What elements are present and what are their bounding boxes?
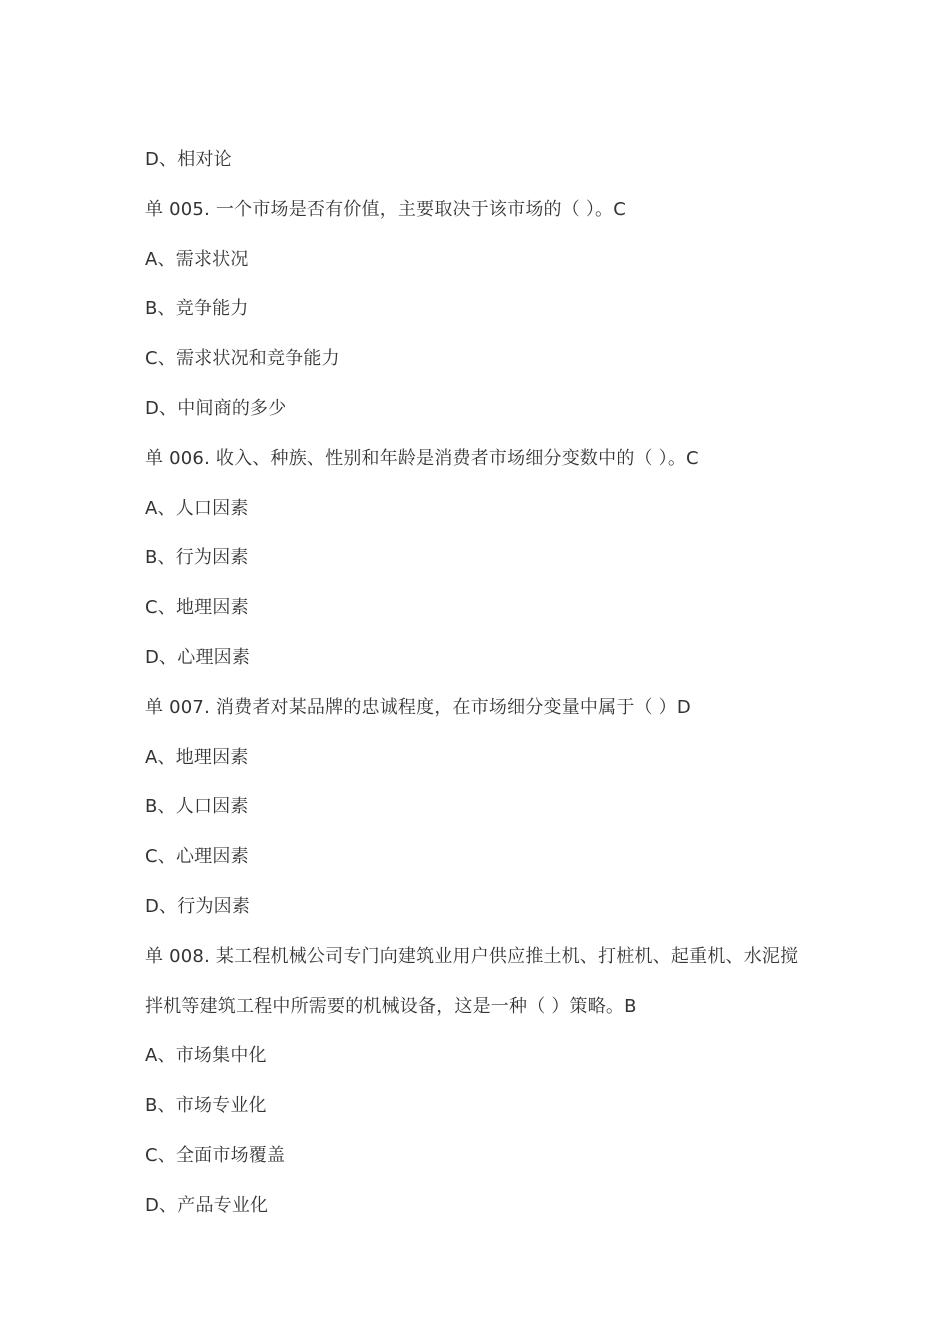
option-line: B、人口因素 <box>145 796 249 818</box>
option-line: A、市场集中化 <box>145 1045 267 1067</box>
option-line: A、地理因素 <box>145 746 249 768</box>
question-005: 单 005. 一个市场是否有价值，主要取决于该市场的（ ）。C <box>145 198 627 220</box>
option-line: D、中间商的多少 <box>145 397 287 419</box>
question-008-line-1: 单 008. 某工程机械公司专门向建筑业用户供应推土机、打桩机、起重机、水泥搅 <box>145 945 799 967</box>
document-body <box>145 135 825 1231</box>
option-line: D、行为因素 <box>145 895 251 917</box>
option-line: C、需求状况和竞争能力 <box>145 348 340 370</box>
option-line: A、需求状况 <box>145 248 249 270</box>
option-line: B、市场专业化 <box>145 1095 267 1117</box>
option-line: A、人口因素 <box>145 497 249 519</box>
option-line: B、行为因素 <box>145 547 249 569</box>
question-008-line-2: 拌机等建筑工程中所需要的机械设备，这是一种（ ）策略。B <box>145 995 637 1017</box>
option-line: C、地理因素 <box>145 597 249 619</box>
option-line: D、相对论 <box>145 149 232 170</box>
option-line: D、心理因素 <box>145 646 251 668</box>
question-007: 单 007. 消费者对某品牌的忠诚程度，在市场细分变量中属于（ ）D <box>145 696 691 718</box>
option-line: D、产品专业化 <box>145 1194 269 1216</box>
option-line: C、心理因素 <box>145 846 249 868</box>
question-006: 单 006. 收入、种族、性别和年龄是消费者市场细分变数中的（ ）。C <box>145 447 699 469</box>
option-line: C、全面市场覆盖 <box>145 1144 286 1166</box>
option-line: B、竞争能力 <box>145 298 249 320</box>
